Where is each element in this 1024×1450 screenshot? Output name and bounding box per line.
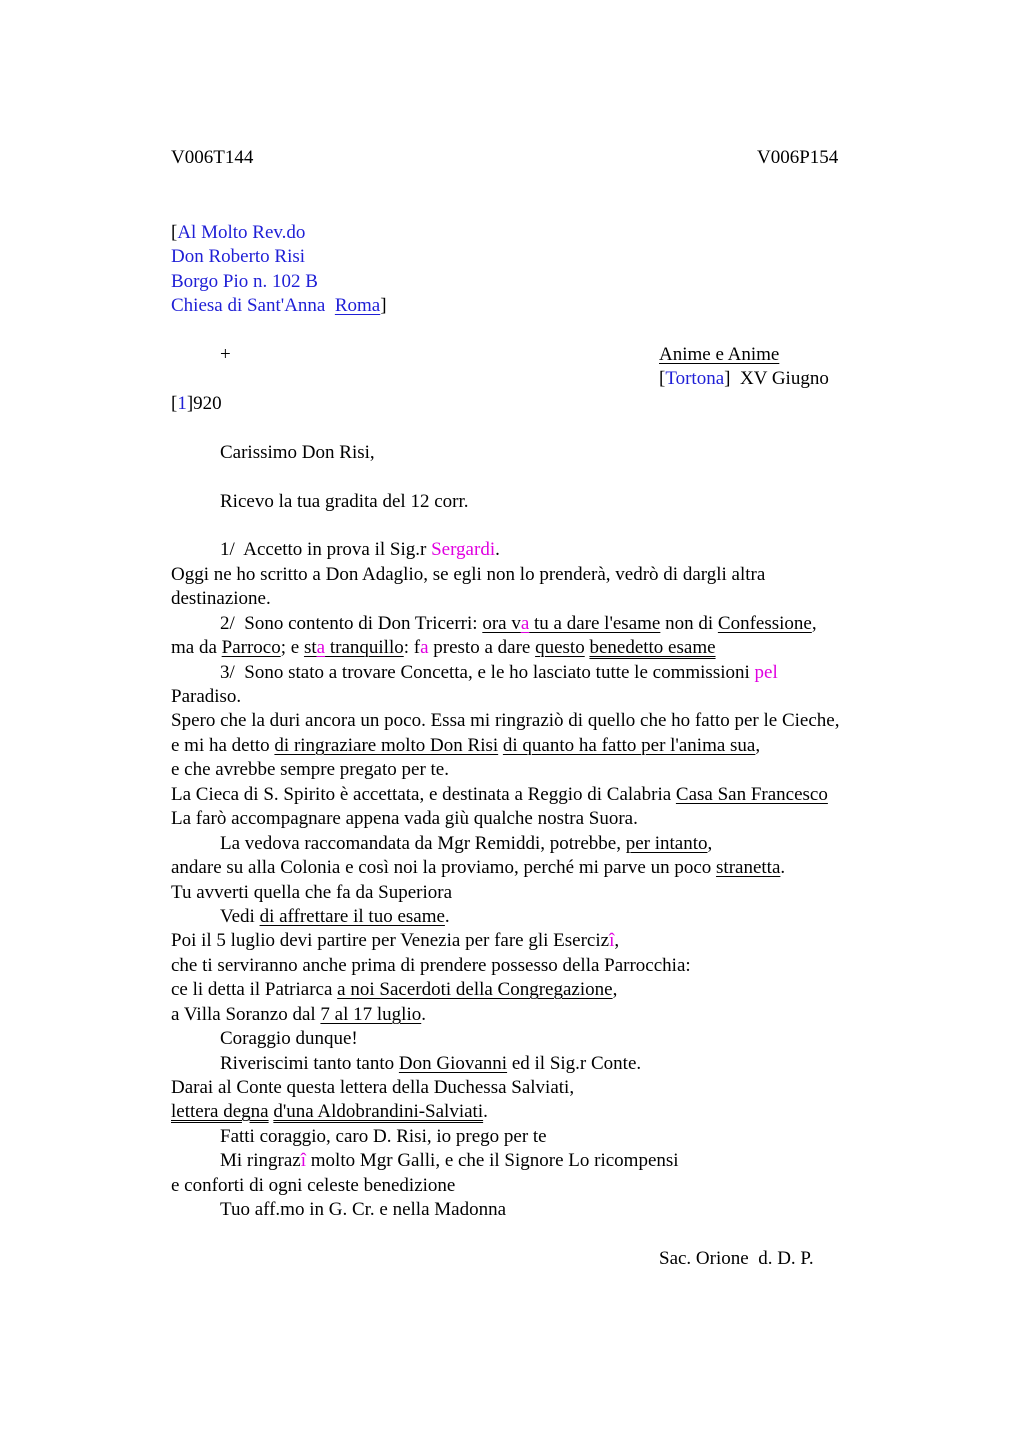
text-line: La farò accompagnare appena vada giù qualche nostra Suora. bbox=[171, 808, 638, 829]
text-line: Tu avverti quella che fa da Superiora bbox=[171, 882, 453, 903]
address-line-1: [Al Molto Rev.do bbox=[171, 222, 306, 243]
text-line: Tuo aff.mo in G. Cr. e nella Madonna bbox=[220, 1199, 507, 1220]
text-line: e che avrebbe sempre pregato per te. bbox=[171, 759, 449, 780]
text-line: Oggi ne ho scritto a Don Adaglio, se egli non lo prenderà, vedrò di dargli altra bbox=[171, 564, 766, 585]
text-line: La vedova raccomandata da Mgr Remiddi, potrebbe, per intanto, bbox=[220, 833, 713, 854]
address-line-3: Borgo Pio n. 102 B bbox=[171, 271, 318, 292]
text-line: Darai al Conte questa lettera della Duchessa Salviati, bbox=[171, 1077, 575, 1098]
document-code-left: V006T144 bbox=[171, 147, 254, 168]
text-line: Ricevo la tua gradita del 12 corr. bbox=[220, 491, 469, 512]
address-line-4: Chiesa di Sant'Anna Roma] bbox=[171, 295, 387, 316]
text-line: 2/ Sono contento di Don Tricerri: ora va tu a dare l'esame non di Confessione, bbox=[220, 613, 817, 634]
text-line: Coraggio dunque! bbox=[220, 1028, 358, 1049]
text-line: e mi ha detto di ringraziare molto Don Risi di quanto ha fatto per l'anima sua, bbox=[171, 735, 761, 756]
text-line: andare su alla Colonia e così noi la proviamo, perché mi parve un poco stranetta. bbox=[171, 857, 786, 878]
text-line: 3/ Sono stato a trovare Concetta, e le ho lasciato tutte le commissioni pel bbox=[220, 662, 778, 683]
cross-symbol: + bbox=[220, 344, 231, 365]
salutation: Carissimo Don Risi, bbox=[220, 442, 375, 463]
text-line: Paradiso. bbox=[171, 686, 242, 707]
text-line: Vedi di affrettare il tuo esame. bbox=[220, 906, 450, 927]
text-line: ma da Parroco; e sta tranquillo: fa presto a dare questo benedetto esame bbox=[171, 637, 716, 658]
text-line: Fatti coraggio, caro D. Risi, io prego per te bbox=[220, 1126, 547, 1147]
text-line: Poi il 5 luglio devi partire per Venezia per fare gli Esercizî, bbox=[171, 930, 620, 951]
place-date: [Tortona] XV Giugno bbox=[659, 368, 829, 389]
text-line: che ti serviranno anche prima di prendere possesso della Parrocchia: bbox=[171, 955, 691, 976]
text-line: destinazione. bbox=[171, 588, 271, 609]
year: [1]920 bbox=[171, 393, 222, 414]
text-line: Mi ringrazî molto Mgr Galli, e che il Signore Lo ricompensi bbox=[220, 1150, 679, 1171]
text-line: ce li detta il Patriarca a noi Sacerdoti della Congregazione, bbox=[171, 979, 618, 1000]
text-line: Spero che la duri ancora un poco. Essa mi ringraziò di quello che ho fatto per le Cieche, bbox=[171, 710, 840, 731]
address-line-2: Don Roberto Risi bbox=[171, 246, 306, 267]
motto: Anime e Anime bbox=[659, 344, 780, 365]
document-code-right: V006P154 bbox=[757, 147, 839, 168]
signature: Sac. Orione d. D. P. bbox=[659, 1248, 814, 1269]
text-line: La Cieca di S. Spirito è accettata, e destinata a Reggio di Calabria Casa San Francesco bbox=[171, 784, 828, 805]
text-line: lettera degna d'una Aldobrandini-Salviati. bbox=[171, 1101, 488, 1122]
text-line: a Villa Soranzo dal 7 al 17 luglio. bbox=[171, 1004, 426, 1025]
text-line: e conforti di ogni celeste benedizione bbox=[171, 1175, 456, 1196]
text-line: 1/ Accetto in prova il Sig.r Sergardi. bbox=[220, 539, 500, 560]
text-line: Riveriscimi tanto tanto Don Giovanni ed il Sig.r Conte. bbox=[220, 1053, 642, 1074]
